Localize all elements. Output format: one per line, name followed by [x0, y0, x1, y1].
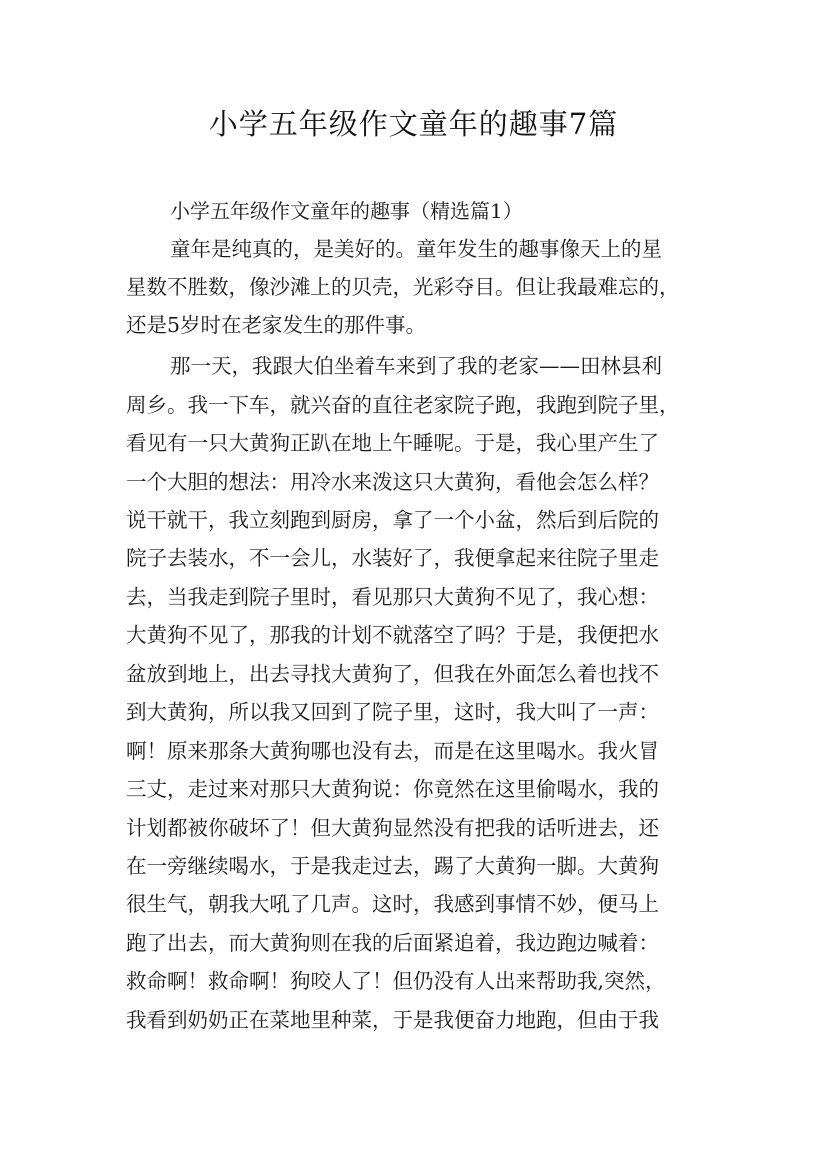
- paragraph-line: 看见有一只大黄狗正趴在地上午睡呢。于是，我心里产生了: [126, 431, 659, 455]
- paragraph-line: 一个大胆的想法：用冷水来泼这只大黄狗，看他会怎么样？: [126, 470, 659, 494]
- paragraph-line: 三丈，走过来对那只大黄狗说：你竟然在这里偷喝水，我的: [126, 777, 659, 801]
- paragraph-line: 星数不胜数，像沙滩上的贝壳，光彩夺目。但让我最难忘的，: [126, 275, 680, 299]
- paragraph-line: 去，当我走到院子里时，看见那只大黄狗不见了，我心想：: [126, 585, 659, 609]
- paragraph-line: 在一旁继续喝水，于是我走过去，踢了大黄狗一脚。大黄狗: [126, 854, 659, 878]
- paragraph-line: 到大黄狗，所以我又回到了院子里，这时，我大叫了一声：: [126, 700, 659, 724]
- paragraph-line: 我看到奶奶正在菜地里种菜，于是我便奋力地跑，但由于我: [126, 1008, 659, 1032]
- paragraph-line: 大黄狗不见了，那我的计划不就落空了吗？于是，我便把水: [126, 623, 659, 647]
- paragraph-line: 救命啊！救命啊！狗咬人了！但仍没有人出来帮助我,突然，: [126, 969, 666, 993]
- paragraph-line: 还是5岁时在老家发生的那件事。: [126, 313, 427, 337]
- paragraph-line: 那一天，我跟大伯坐着车来到了我的老家——田林县利: [170, 354, 662, 378]
- paragraph-line: 啊！原来那条大黄狗哪也没有去，而是在这里喝水。我火冒: [126, 739, 659, 763]
- paragraph-line: 跑了出去，而大黄狗则在我的后面紧追着，我边跑边喊着：: [126, 931, 659, 955]
- paragraph-line: 说干就干，我立刻跑到厨房，拿了一个小盆，然后到后院的: [126, 508, 659, 532]
- paragraph-line: 童年是纯真的，是美好的。童年发生的趣事像天上的星: [170, 237, 662, 261]
- document-title: 小学五年级作文童年的趣事7篇: [208, 107, 619, 141]
- paragraph-line: 周乡。我一下车，就兴奋的直往老家院子跑，我跑到院子里，: [126, 393, 680, 417]
- paragraph-line: 计划都被你破坏了！但大黄狗显然没有把我的话听进去，还: [126, 816, 659, 840]
- paragraph-line: 院子去装水，不一会儿，水装好了，我便拿起来往院子里走: [126, 546, 659, 570]
- paragraph-line: 盆放到地上，出去寻找大黄狗了，但我在外面怎么着也找不: [126, 662, 659, 686]
- paragraph-line: 很生气，朝我大吼了几声。这时，我感到事情不妙，便马上: [126, 892, 659, 916]
- section-heading: 小学五年级作文童年的趣事（精选篇1）: [170, 199, 523, 223]
